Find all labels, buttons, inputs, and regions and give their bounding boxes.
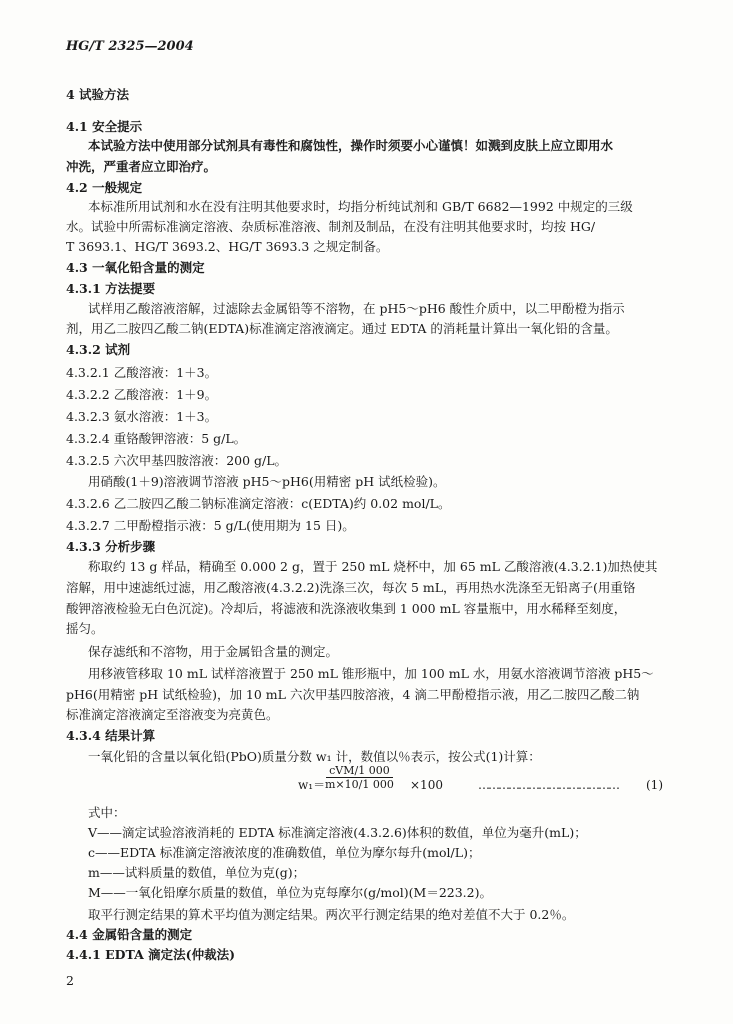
list-item: 4.3.2.4 重铬酸钾溶液：5 g/L。 xyxy=(66,431,247,446)
section-heading: 4.1 安全提示 xyxy=(66,119,143,134)
paragraph-line: 称取约 13 g 样品，精确至 0.000 2 g，置于 250 mL 烧杯中，加 65 mL 乙酸溶液(4.3.2.1)加热使其 xyxy=(88,559,658,574)
paragraph-line: 水。试验中所需标准滴定溶液、杂质标准溶液、制剂及制品，在没有注明其他要求时，均按 HG/ xyxy=(66,219,596,234)
paragraph-line: T 3693.1、HG/T 3693.2、HG/T 3693.3 之规定制备。 xyxy=(66,239,389,254)
variable-definition: V——滴定试验溶液消耗的 EDTA 标准滴定溶液(4.3.2.6)体积的数值，单位为毫升(mL)； xyxy=(88,825,587,840)
list-item: 4.3.2.5 六次甲基四胺溶液：200 g/L。 xyxy=(66,453,288,468)
section-heading: 4 试验方法 xyxy=(66,87,130,102)
formula-lhs: w₁＝ xyxy=(298,778,326,792)
list-item: 4.3.2.3 氨水溶液：1＋3。 xyxy=(66,409,218,424)
paragraph-line: pH6(用精密 pH 试纸检验)，加 10 mL 六次甲基四胺溶液，4 滴二甲酚橙指示液，用乙二胺四乙酸二钠 xyxy=(66,687,640,702)
list-item: 4.3.2.2 乙酸溶液：1＋9。 xyxy=(66,387,218,402)
variable-definition: c——EDTA 标准滴定溶液浓度的准确数值，单位为摩尔每升(mol/L)； xyxy=(88,845,481,860)
section-heading: 4.2 一般规定 xyxy=(66,180,143,195)
section-heading: 4.3 一氧化铅含量的测定 xyxy=(66,260,205,275)
list-item: 4.3.2.7 二甲酚橙指示液：5 g/L(使用期为 15 日)。 xyxy=(66,518,355,533)
paragraph-line: 标准滴定溶液滴定至溶液变为亮黄色。 xyxy=(66,707,279,722)
formula-number: (1) xyxy=(646,778,663,792)
paragraph-line: 摇匀。 xyxy=(66,621,104,636)
formula-multiplier: ×100 xyxy=(410,778,443,792)
list-item: 4.3.2.6 乙二胺四乙酸二钠标准滴定溶液：c(EDTA)约 0.02 mol/L。 xyxy=(66,496,451,511)
formula-numerator: cVM/1 000 xyxy=(326,764,393,778)
paragraph-line: 用移液管移取 10 mL 试样溶液置于 250 mL 锥形瓶中，加 100 mL 水，用氨水溶液调节溶液 pH5～ xyxy=(88,666,654,681)
section-heading: 4.4.1 EDTA 滴定法(仲裁法) xyxy=(66,947,236,962)
paragraph-line: 一氧化铅的含量以氧化铅(PbO)质量分数 w₁ 计，数值以％表示，按公式(1)计算： xyxy=(88,749,541,764)
section-heading: 4.3.1 方法提要 xyxy=(66,281,156,296)
paragraph-line: 用硝酸(1＋9)溶液调节溶液 pH5～pH6(用精密 pH 试纸检验)。 xyxy=(88,474,446,489)
paragraph-line: 本标准所用试剂和水在没有注明其他要求时，均指分析纯试剂和 GB/T 6682—1992 中规定的三级 xyxy=(88,199,633,214)
section-heading: 4.4 金属铅含量的测定 xyxy=(66,927,193,942)
paragraph-line: 保存滤纸和不溶物，用于金属铅含量的测定。 xyxy=(88,644,339,659)
formula-leader-dots: …………………………………… xyxy=(478,778,618,792)
paragraph-line: 酸钾溶液检验无白色沉淀)。冷却后，将滤液和洗涤液收集到 1 000 mL 容量瓶中，用水稀释至刻度， xyxy=(66,601,627,616)
section-heading: 4.3.3 分析步骤 xyxy=(66,539,156,554)
paragraph-line: 取平行测定结果的算术平均值为测定结果。两次平行测定结果的绝对差值不大于 0.2％。 xyxy=(88,907,575,922)
section-heading: 4.3.2 试剂 xyxy=(66,342,131,357)
paragraph-line: 溶解，用中速滤纸过滤，用乙酸溶液(4.3.2.2)洗涤三次，每次 5 mL，再用热水洗涤至无铅离子(用重铬 xyxy=(66,580,636,595)
standard-code: HG/T 2325—2004 xyxy=(66,39,194,54)
formula-fraction xyxy=(322,764,397,791)
variable-definition: M——一氧化铅摩尔质量的数值，单位为克每摩尔(g/mol)(M＝223.2)。 xyxy=(88,885,492,900)
paragraph-line: 剂，用乙二胺四乙酸二钠(EDTA)标准滴定溶液滴定。通过 EDTA 的消耗量计算出一氧化铅的含量。 xyxy=(66,321,618,336)
variable-definition: m——试料质量的数值，单位为克(g)； xyxy=(88,865,306,880)
paragraph-line: 式中： xyxy=(88,805,126,820)
page-number: 2 xyxy=(66,973,74,988)
paragraph-line: 本试验方法中使用部分试剂具有毒性和腐蚀性，操作时须要小心谨慎！如溅到皮肤上应立即用水 xyxy=(88,138,614,153)
paragraph-line: 试样用乙酸溶液溶解，过滤除去金属铅等不溶物，在 pH5～pH6 酸性介质中，以二甲酚橙为指示 xyxy=(88,301,625,316)
paragraph-line: 冲洗，严重者应立即治疗。 xyxy=(66,159,217,174)
formula-denominator: m×10/1 000 xyxy=(325,778,394,791)
list-item: 4.3.2.1 乙酸溶液：1＋3。 xyxy=(66,365,218,380)
section-heading: 4.3.4 结果计算 xyxy=(66,728,156,743)
